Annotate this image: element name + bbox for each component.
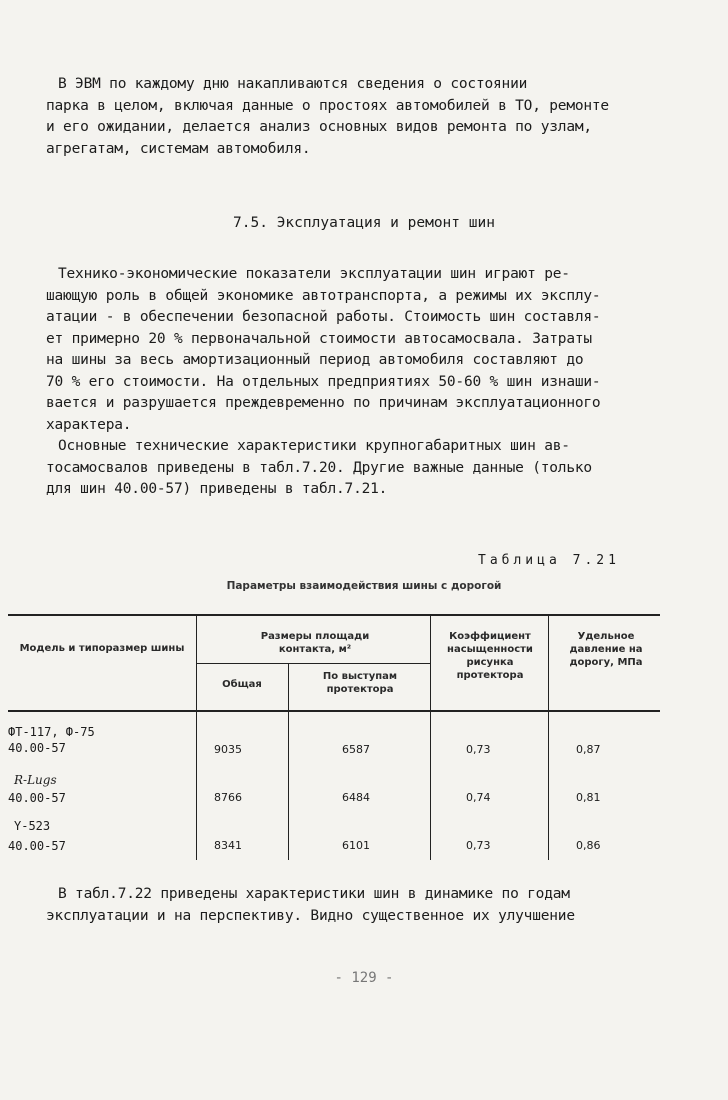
header-pressure: Удельное давление на дорогу, МПа	[569, 631, 643, 668]
table-header-rule	[8, 710, 660, 712]
text-line: парка в целом, включая данные о простоях автомобилей в ТО, ремонте	[46, 97, 609, 114]
text-line: агрегатам, системам автомобиля.	[46, 140, 311, 157]
text-line: В ЭВМ по каждому дню накапливаются сведения о состоянии	[58, 76, 528, 92]
cell-model: ФТ-117, Ф-75	[8, 725, 95, 739]
cell-coef: 0,74	[466, 791, 491, 804]
text-line: на шины за весь амортизационный период автомобиля составляют до	[46, 352, 584, 368]
header-coef: Коэффициент насыщенности рисунка протектора	[447, 631, 533, 681]
text-line: Основные технические характеристики крупногабаритных шин ав-	[58, 438, 570, 454]
column-divider	[548, 615, 549, 860]
cell-coef: 0,73	[466, 743, 491, 756]
table-top-rule	[8, 614, 660, 616]
text-line: эксплуатации и на перспективу. Видно существенное их улучшение	[46, 907, 575, 924]
header-area-tread: По выступам протектора	[322, 671, 398, 695]
text-line: атации - в обеспечении безопасной работы. Стоимость шин составля-	[46, 309, 601, 325]
section-heading: 7.5. Эксплуатация и ремонт шин	[233, 215, 495, 231]
header-area-group: Размеры площади контакта, м²	[260, 631, 370, 655]
body-paragraph	[46, 264, 658, 501]
text-line: В табл.7.22 приведены характеристики шин в динамике по годам	[58, 886, 570, 902]
cell-size: 40.00-57	[8, 839, 66, 853]
cell-size: 40.00-57	[8, 791, 66, 805]
cell-pressure: 0,81	[576, 791, 601, 804]
area-subheader-rule	[196, 663, 430, 664]
cell-area-total: 8341	[214, 839, 242, 852]
text-line: шающую роль в общей экономике автотранспорта, а режимы их эксплу-	[46, 287, 601, 304]
text-line: и его ожидании, делается анализ основных видов ремонта по узлам,	[46, 119, 592, 135]
cell-area-tread: 6484	[342, 791, 370, 804]
intro-paragraph	[46, 74, 658, 160]
table-label: Таблица 7.21	[478, 553, 620, 568]
cell-pressure: 0,87	[576, 743, 601, 756]
text-line: характера.	[46, 416, 132, 433]
closing-paragraph	[46, 884, 658, 927]
column-divider	[196, 615, 197, 860]
text-line: Технико-экономические показатели эксплуатации шин играют ре-	[58, 266, 570, 282]
cell-pressure: 0,86	[576, 839, 601, 852]
header-area-total: Общая	[222, 679, 262, 690]
cell-size: 40.00-57	[8, 741, 66, 755]
cell-coef: 0,73	[466, 839, 491, 852]
header-model: Модель и типоразмер шины	[19, 643, 185, 654]
page-number: - 129 -	[334, 970, 394, 986]
cell-area-total: 9035	[214, 743, 242, 756]
table-caption: Параметры взаимодействия шины с дорогой	[226, 580, 502, 592]
column-divider	[430, 615, 431, 860]
text-line: ет примерно 20 % первоначальной стоимости автосамосвала. Затраты	[46, 330, 592, 347]
cell-area-tread: 6101	[342, 839, 370, 852]
text-line: вается и разрушается преждевременно по причинам эксплуатационного	[46, 395, 601, 411]
column-divider	[288, 664, 289, 860]
cell-model: Y-523	[14, 819, 51, 833]
cell-area-tread: 6587	[342, 743, 370, 756]
text-line: для шин 40.00-57) приведены в табл.7.21.	[46, 481, 388, 497]
text-line: 70 % его стоимости. На отдельных предприятиях 50-60 % шин изнаши-	[46, 373, 601, 390]
text-line: тосамосвалов приведены в табл.7.20. Другие важные данные (только	[46, 459, 592, 476]
cell-area-total: 8766	[214, 791, 242, 804]
cell-model: R-Lugs	[14, 773, 57, 787]
